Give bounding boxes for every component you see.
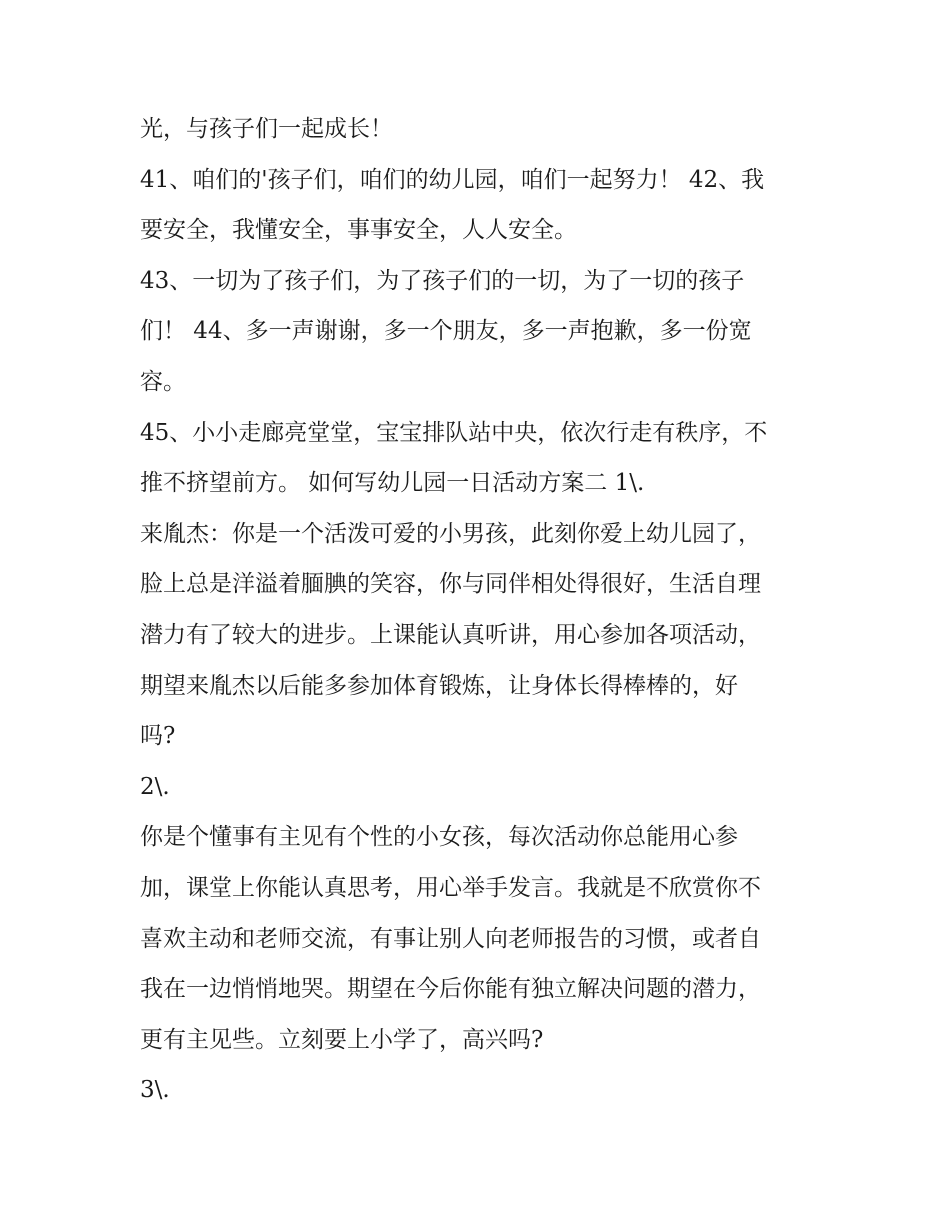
- text-line: 45、小小走廊亮堂堂，宝宝排队站中央，依次行走有秩序，不: [140, 419, 768, 446]
- text-line: 容。: [140, 368, 186, 395]
- text-line: 3\.: [140, 1077, 170, 1104]
- text-line: 41、咱们的'孩子们，咱们的幼儿园，咱们一起努力！ 42、我: [140, 166, 765, 193]
- text-line: 推不挤望前方。 如何写幼儿园一日活动方案二 1\.: [140, 470, 645, 497]
- text-line: 要安全，我懂安全，事事安全，人人安全。: [140, 217, 577, 244]
- text-line: 潜力有了较大的进步。上课能认真听讲，用心参加各项活动，: [140, 621, 761, 648]
- document-body: [140, 104, 820, 1116]
- text-line: 43、一切为了孩子们，为了孩子们的一切，为了一切的孩子: [140, 267, 745, 294]
- text-line: 来胤杰：你是一个活泼可爱的小男孩，此刻你爱上幼儿园了，: [140, 520, 761, 547]
- text-line: 光，与孩子们一起成长！: [140, 116, 393, 142]
- text-line: 们！ 44、多一声谢谢，多一个朋友，多一声抱歉，多一份宽: [140, 318, 752, 345]
- text-line: 脸上总是洋溢着腼腆的笑容，你与同伴相处得很好，生活自理: [140, 571, 761, 598]
- text-line: 更有主见些。立刻要上小学了，高兴吗?: [140, 1026, 544, 1053]
- text-line: 喜欢主动和老师交流，有事让别人向老师报告的习惯，或者自: [140, 925, 761, 952]
- text-line: 2\.: [140, 773, 170, 800]
- text-line: 期望来胤杰以后能多参加体育锻炼，让身体长得棒棒的，好: [140, 672, 738, 699]
- text-line: 吗?: [140, 723, 176, 750]
- text-line: 加，课堂上你能认真思考，用心举手发言。我就是不欣赏你不: [140, 874, 761, 901]
- text-line: 我在一边悄悄地哭。期望在今后你能有独立解决问题的潜力，: [140, 976, 761, 1003]
- text-line: 你是个懂事有主见有个性的小女孩，每次活动你总能用心参: [140, 824, 738, 851]
